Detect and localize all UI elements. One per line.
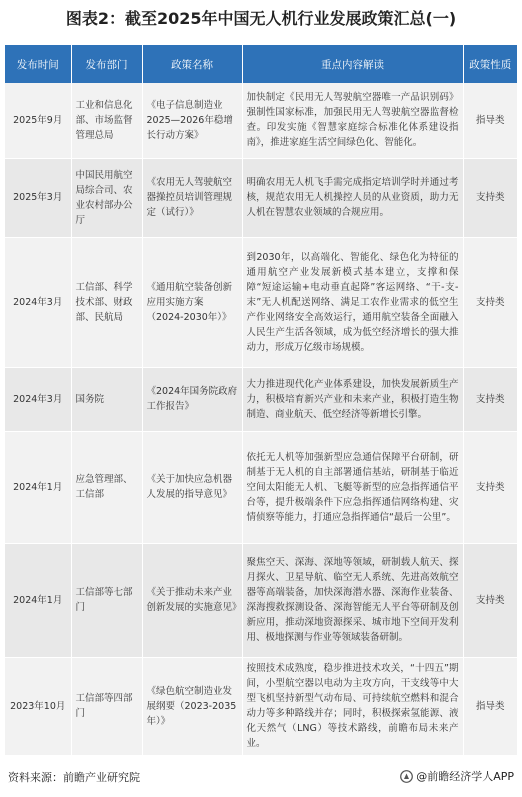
cell-nature: 支持类 — [463, 543, 517, 657]
table-row — [5, 83, 517, 158]
cell-dept: 工业和信息化部、市场监督管理总局 — [71, 83, 142, 158]
cell-nature: 指导类 — [463, 657, 517, 755]
cell-dept: 中国民用航空局综合司、农业农村部办公厅 — [71, 158, 142, 237]
cell-date: 2024年1月 — [5, 543, 71, 657]
page-title: 图表2：截至2025年中国无人机行业发展政策汇总(一) — [65, 9, 457, 28]
cell-date: 2025年9月 — [5, 83, 71, 158]
header-date: 发布时间 — [5, 45, 71, 83]
table-row — [5, 431, 517, 543]
table-row — [5, 657, 517, 755]
cell-content: 加快制定《民用无人驾驶航空器唯一产品识别码》强制性国家标准，加强民用无人驾驶航空器监督检查。印发实施《智慧家庭综合标准化体系建设指南》，推进家庭生活空间绿色化、智能化。 — [242, 83, 463, 158]
header-nature: 政策性质 — [463, 45, 517, 83]
header-content: 重点内容解读 — [242, 45, 463, 83]
cell-nature: 支持类 — [463, 431, 517, 543]
cell-date: 2025年3月 — [5, 158, 71, 237]
brand-name: @前瞻经济学人APP — [416, 770, 514, 783]
cell-content: 明确农用无人机飞手需完成指定培训学时并通过考核，规范农用无人机操控人员的从业资质，助力无人机在智慧农业领域的合规应用。 — [242, 158, 463, 237]
table-header-row — [5, 45, 517, 83]
cell-policy-name: 《绿色航空制造业发展纲要（2023-2035年）》 — [142, 657, 242, 755]
cell-policy-name: 《农用无人驾驶航空器操控员培训管理规定（试行）》 — [142, 158, 242, 237]
table-row — [5, 367, 517, 431]
policy-table — [5, 45, 517, 756]
source-note: 资料来源：前瞻产业研究院 — [8, 771, 140, 784]
cell-nature: 支持类 — [463, 367, 517, 431]
cell-date: 2024年3月 — [5, 367, 71, 431]
cell-nature: 支持类 — [463, 237, 517, 367]
brand-logo-icon — [400, 770, 413, 783]
cell-policy-name: 《关于推动未来产业创新发展的实施意见》 — [142, 543, 242, 657]
cell-dept: 应急管理部、工信部 — [71, 431, 142, 543]
table-row — [5, 237, 517, 367]
table-row — [5, 158, 517, 237]
cell-dept: 工信部等七部门 — [71, 543, 142, 657]
table-row — [5, 543, 517, 657]
brand-credit — [400, 768, 514, 784]
cell-date: 2024年1月 — [5, 431, 71, 543]
cell-nature: 指导类 — [463, 83, 517, 158]
cell-content: 依托无人机等加强新型应急通信保障平台研制，研制基于无人机的自主部署通信基站，研制基于临近空间太阳能无人机、飞艇等新型的应急指挥通信平台等，提升极端条件下应急指挥通信网络构建、灾情侦察等能力，打通应急指挥通信“最后一公里”。 — [242, 431, 463, 543]
cell-date: 2024年3月 — [5, 237, 71, 367]
cell-dept: 工信部等四部门 — [71, 657, 142, 755]
cell-dept: 国务院 — [71, 367, 142, 431]
cell-policy-name: 《2024年国务院政府工作报告》 — [142, 367, 242, 431]
header-dept: 发布部门 — [71, 45, 142, 83]
cell-nature: 支持类 — [463, 158, 517, 237]
cell-content: 按照技术成熟度，稳步推进技术攻关，“十四五”期间，小型航空器以电动为主攻方向，干支线等中大型飞机坚持新型气动布局、可持续航空燃料和混合动力等多种路线并存；同时，积极探索氢能源、液化天然气（LNG）等技术路线，前瞻布局未来产业。 — [242, 657, 463, 755]
cell-content: 大力推进现代化产业体系建设，加快发展新质生产力，积极培育新兴产业和未来产业，积极打造生物制造、商业航天、低空经济等新增长引擎。 — [242, 367, 463, 431]
cell-policy-name: 《关于加快应急机器人发展的指导意见》 — [142, 431, 242, 543]
cell-content: 到2030年，以高端化、智能化、绿色化为特征的通用航空产业发展新模式基本建立，支撑和保障“短途运输+电动垂直起降”客运网络、“干-支-末”无人机配送网络、满足工农作业需求的低空生产作业网络安全高效运行，通用航空装备全面融入人民生产生活各领域，成为低空经济增长的强大推动力，形成万亿级市场规模。 — [242, 237, 463, 367]
cell-dept: 工信部、科学技术部、财政部、民航局 — [71, 237, 142, 367]
cell-policy-name: 《通用航空装备创新应用实施方案（2024-2030年）》 — [142, 237, 242, 367]
cell-policy-name: 《电子信息制造业2025—2026年稳增长行动方案》 — [142, 83, 242, 158]
cell-date: 2023年10月 — [5, 657, 71, 755]
header-name: 政策名称 — [142, 45, 242, 83]
cell-content: 聚焦空天、深海、深地等领域，研制载人航天、探月探火、卫星导航、临空无人系统、先进高效航空器等高端装备，加快深海潜水器、深海作业装备、深海搜救探测设备、深海智能无人平台等研制及创新应用，推动深地资源探采、城市地下空间开发利用、极地探测与作业等领域装备研制。 — [242, 543, 463, 657]
